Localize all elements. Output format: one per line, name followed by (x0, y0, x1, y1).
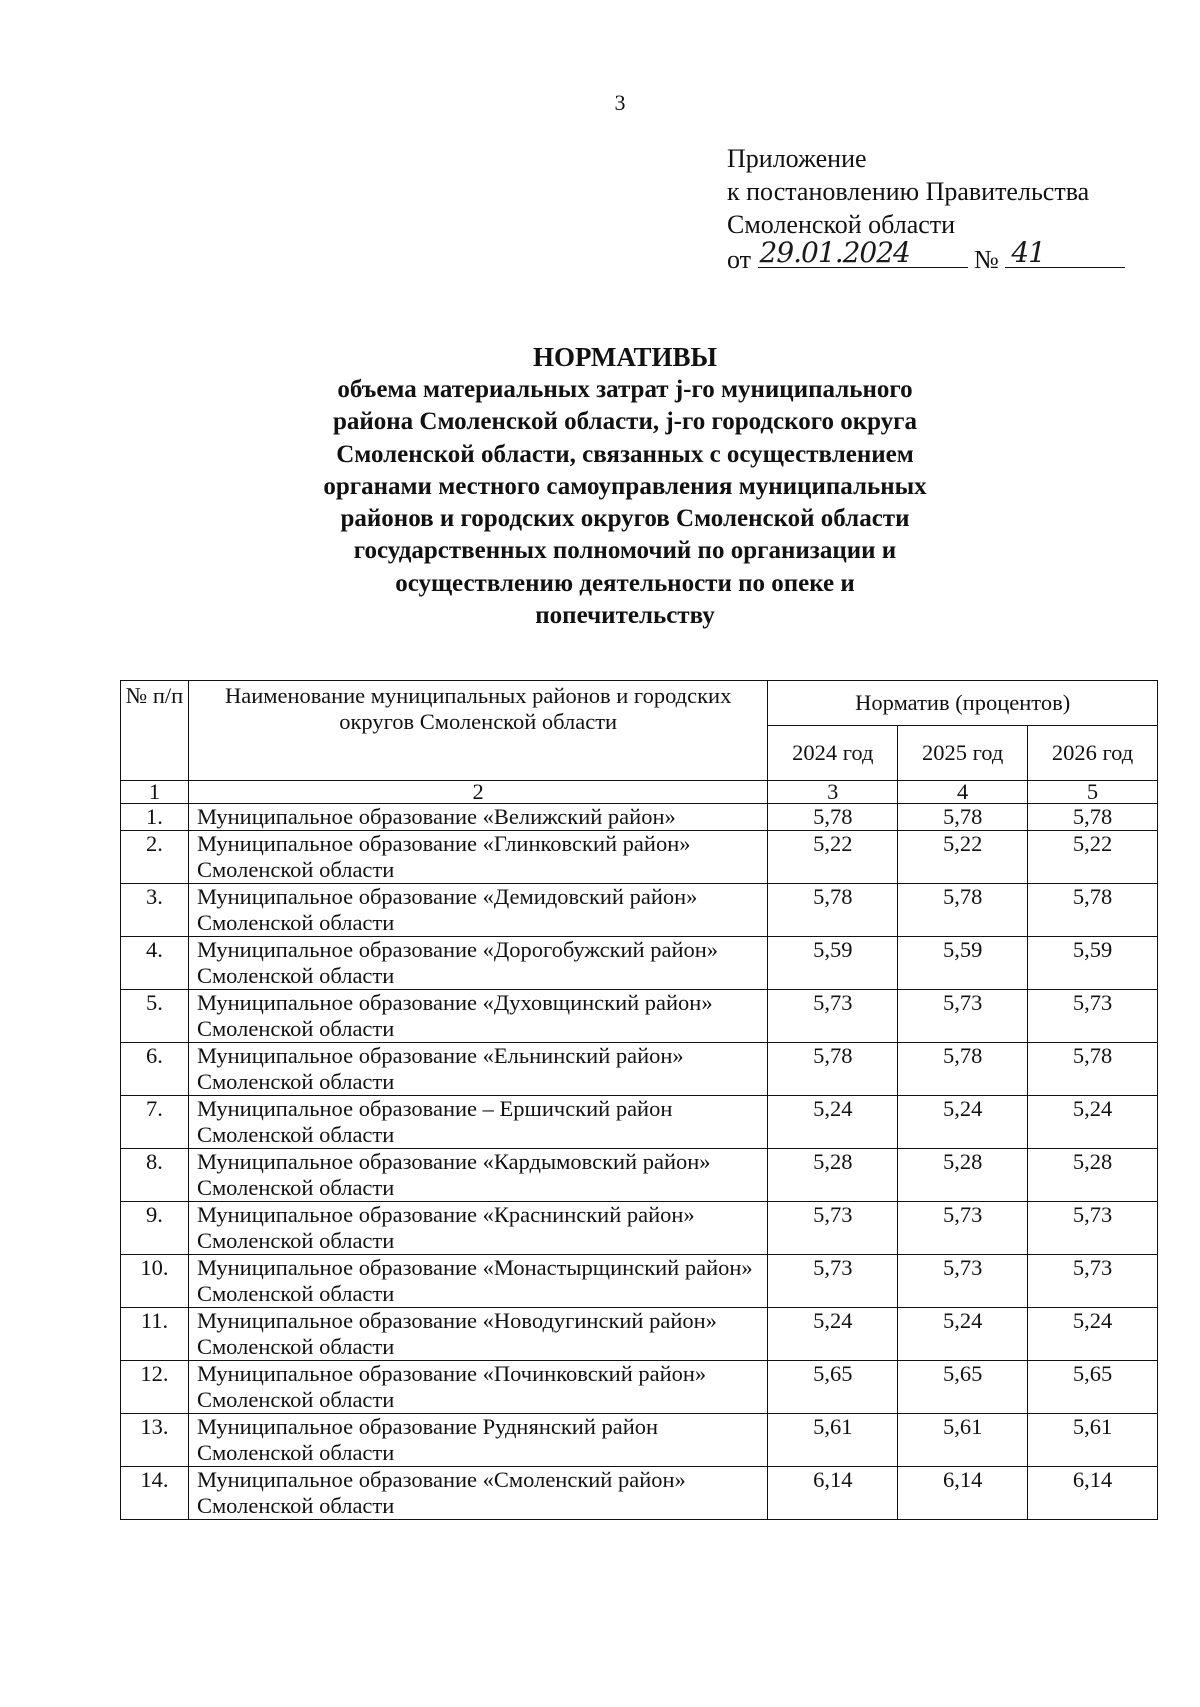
norm-value-2026: 5,78 (1028, 804, 1158, 831)
norm-value-2024: 5,73 (768, 1255, 898, 1308)
norm-value-2025: 5,73 (898, 990, 1028, 1043)
row-number: 7. (121, 1096, 189, 1149)
norms-table (120, 680, 1158, 1520)
table-row (121, 1361, 1158, 1414)
norm-value-2026: 5,59 (1028, 937, 1158, 990)
row-number: 5. (121, 990, 189, 1043)
page-number: 3 (614, 90, 626, 115)
column-index: 1 (121, 781, 189, 804)
row-number: 6. (121, 1043, 189, 1096)
header-norm-group: Норматив (процентов) (768, 681, 1158, 726)
norm-value-2026: 5,22 (1028, 831, 1158, 884)
municipality-name: Муниципальное образование – Ершичский район Смоленской области (188, 1096, 767, 1149)
norm-value-2026: 5,24 (1028, 1308, 1158, 1361)
norm-value-2026: 5,65 (1028, 1361, 1158, 1414)
table-row (121, 1149, 1158, 1202)
norm-value-2024: 5,59 (768, 937, 898, 990)
row-number: 3. (121, 884, 189, 937)
row-number: 13. (121, 1414, 189, 1467)
norm-value-2024: 5,65 (768, 1361, 898, 1414)
subtitle-line: района Смоленской области, j-го городского округа (332, 408, 918, 436)
norm-value-2026: 5,24 (1028, 1096, 1158, 1149)
subtitle-line: попечительству (535, 602, 715, 630)
norm-value-2025: 5,78 (898, 884, 1028, 937)
norm-value-2026: 5,73 (1028, 1202, 1158, 1255)
table-row (121, 1467, 1158, 1520)
norm-value-2024: 5,22 (768, 831, 898, 884)
row-number: 2. (121, 831, 189, 884)
document-title-block (240, 340, 1010, 632)
norm-value-2024: 5,78 (768, 884, 898, 937)
appendix-line-2: к постановлению Правительства (727, 177, 1090, 206)
municipality-name: Муниципальное образование «Дорогобужский район» Смоленской области (188, 937, 767, 990)
norm-value-2025: 5,65 (898, 1361, 1028, 1414)
document-title: НОРМАТИВЫ (532, 342, 718, 372)
row-number: 14. (121, 1467, 189, 1520)
row-number: 11. (121, 1308, 189, 1361)
municipality-name: Муниципальное образование «Починковский район» Смоленской области (188, 1361, 767, 1414)
norm-value-2024: 5,78 (768, 1043, 898, 1096)
header-num: № п/п (121, 681, 189, 781)
header-name: Наименование муниципальных районов и городских округов Смоленской области (188, 681, 767, 781)
row-number: 1. (121, 804, 189, 831)
row-number: 4. (121, 937, 189, 990)
norm-value-2026: 6,14 (1028, 1467, 1158, 1520)
norm-value-2025: 6,14 (898, 1467, 1028, 1520)
date-prefix: от (727, 245, 752, 274)
subtitle-line: Смоленской области, связанных с осуществлением (336, 440, 914, 468)
table-row (121, 1414, 1158, 1467)
date-field (758, 236, 968, 269)
municipality-name: Муниципальное образование «Монастырщинский район» Смоленской области (188, 1255, 767, 1308)
table-row (121, 937, 1158, 990)
norm-value-2024: 5,61 (768, 1414, 898, 1467)
norm-value-2024: 6,14 (768, 1467, 898, 1520)
norm-value-2024: 5,73 (768, 1202, 898, 1255)
norm-value-2024: 5,28 (768, 1149, 898, 1202)
header-year: 2025 год (898, 726, 1028, 781)
municipality-name: Муниципальное образование «Глинковский район» Смоленской области (188, 831, 767, 884)
municipality-name: Муниципальное образование Руднянский район Смоленской области (188, 1414, 767, 1467)
norm-value-2025: 5,61 (898, 1414, 1028, 1467)
norm-value-2025: 5,22 (898, 831, 1028, 884)
norm-value-2026: 5,73 (1028, 990, 1158, 1043)
table-row (121, 884, 1158, 937)
appendix-date-line (727, 236, 1125, 276)
handwritten-date: 29.01.2024 (759, 236, 910, 269)
row-number: 12. (121, 1361, 189, 1414)
norm-value-2025: 5,28 (898, 1149, 1028, 1202)
header-year: 2026 год (1028, 726, 1158, 781)
norm-value-2024: 5,24 (768, 1308, 898, 1361)
number-prefix: № (974, 245, 999, 274)
column-index-row (121, 781, 1158, 804)
table-row (121, 1308, 1158, 1361)
column-index: 4 (898, 781, 1028, 804)
table-row (121, 1043, 1158, 1096)
table-row (121, 804, 1158, 831)
table-row (121, 990, 1158, 1043)
municipality-name: Муниципальное образование «Новодугинский район» Смоленской области (188, 1308, 767, 1361)
municipality-name: Муниципальное образование «Духовщинский район» Смоленской области (188, 990, 767, 1043)
municipality-name: Муниципальное образование «Велижский район» (188, 804, 767, 831)
municipality-name: Муниципальное образование «Демидовский район» Смоленской области (188, 884, 767, 937)
table-row (121, 1255, 1158, 1308)
norm-value-2026: 5,73 (1028, 1255, 1158, 1308)
column-index: 2 (188, 781, 767, 804)
header-year: 2024 год (768, 726, 898, 781)
subtitle-line: районов и городских округов Смоленской области (340, 505, 910, 533)
row-number: 10. (121, 1255, 189, 1308)
column-index: 3 (768, 781, 898, 804)
subtitle-line: осуществлению деятельности по опеке и (395, 569, 855, 597)
header-row (121, 681, 1158, 726)
appendix-line-1: Приложение (727, 144, 867, 173)
norm-value-2024: 5,73 (768, 990, 898, 1043)
handwritten-number: 41 (1011, 236, 1045, 269)
subtitle-line: объема материальных затрат j-го муниципального (337, 376, 913, 403)
norm-value-2025: 5,78 (898, 1043, 1028, 1096)
subtitle-line: государственных полномочий по организации и (353, 537, 897, 565)
norm-value-2025: 5,73 (898, 1202, 1028, 1255)
column-index: 5 (1028, 781, 1158, 804)
norm-value-2025: 5,59 (898, 937, 1028, 990)
norm-value-2025: 5,73 (898, 1255, 1028, 1308)
document-subtitle (240, 374, 1010, 632)
municipality-name: Муниципальное образование «Кардымовский район» Смоленской области (188, 1149, 767, 1202)
subtitle-line: органами местного самоуправления муниципальных (323, 472, 927, 500)
municipality-name: Муниципальное образование «Краснинский район» Смоленской области (188, 1202, 767, 1255)
norm-value-2024: 5,24 (768, 1096, 898, 1149)
table-body (121, 681, 1158, 1520)
appendix-block (727, 142, 1125, 276)
municipality-name: Муниципальное образование «Смоленский район» Смоленской области (188, 1467, 767, 1520)
norm-value-2026: 5,61 (1028, 1414, 1158, 1467)
table-row (121, 1202, 1158, 1255)
norm-value-2026: 5,78 (1028, 1043, 1158, 1096)
table-row (121, 831, 1158, 884)
norm-value-2026: 5,28 (1028, 1149, 1158, 1202)
appendix-line-3: Смоленской области (727, 210, 956, 239)
row-number: 9. (121, 1202, 189, 1255)
norm-value-2025: 5,24 (898, 1308, 1028, 1361)
norm-value-2026: 5,78 (1028, 884, 1158, 937)
municipality-name: Муниципальное образование «Ельнинский район» Смоленской области (188, 1043, 767, 1096)
norm-value-2025: 5,24 (898, 1096, 1028, 1149)
table-row (121, 1096, 1158, 1149)
number-field (1005, 236, 1125, 269)
row-number: 8. (121, 1149, 189, 1202)
norm-value-2025: 5,78 (898, 804, 1028, 831)
norm-value-2024: 5,78 (768, 804, 898, 831)
